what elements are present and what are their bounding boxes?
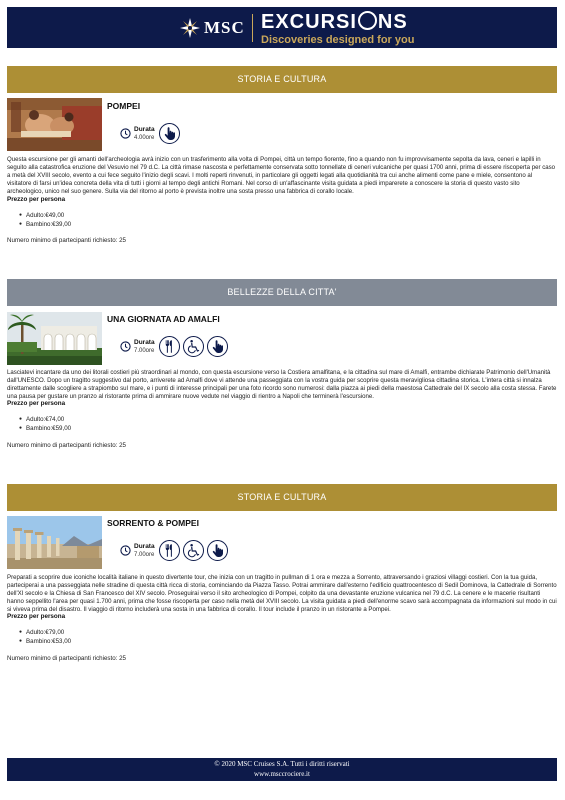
category-bar-storia: STORIA E CULTURA <box>7 484 557 511</box>
footer-copyright: © 2020 MSC Cruises S.A. Tutti i diritti riservati <box>214 760 350 768</box>
price-child: ● Bambino:€39,00 <box>19 221 71 230</box>
footer-website-link[interactable]: www.msccrociere.it <box>254 769 310 778</box>
clock-icon <box>120 341 131 352</box>
walking-hand-icon <box>207 336 228 357</box>
excursion-description: Questa escursione per gli amanti dell'archeologia avrà inizio con un trasferimento alla volta di Pompei, città un tempo fiorente, fino a quando non fu improvvisamente sepolta da lava, ceneri e lapilli in seguito alla catastrofica eruzione del Vesuvio nel 79 d.C. La città rimase nascosta e perfettamente conservata sotto tonnellate di ceneri vulcaniche per quasi 1700 anni, prima di essere riscoperta per caso a metà del XVIII secolo, evento a cui fece seguito l'inizio degli scavi. I molti reperti rinvenuti, in particolare gli oggetti legati alla quotidianità tra cui anche alimenti come pane e miele, consentono al visitatore di farsi un'idea concreta della vita di tutti i giorni al tempo degli antichi Romani. Nel corso di un'affascinante visita guidata a piedi imparerete a conoscere la storia di questo vasto sito archeologico, unico nel suo genere. Sulla via del ritorno al porto è prevista inoltre una sosta presso una fabbrica di corallo locale. <box>7 156 556 196</box>
price-label: Prezzo per persona <box>7 196 66 203</box>
excursion-info-icons <box>120 336 231 357</box>
price-list <box>19 416 71 433</box>
globe-icon <box>358 11 377 30</box>
min-participants: Numero minimo di partecipanti richiesto: 25 <box>7 237 126 244</box>
price-label: Prezzo per persona <box>7 400 66 407</box>
excursion-info-icons <box>120 540 231 561</box>
brand-text-start: EXCURSI <box>261 11 357 33</box>
excursion-info-icons <box>120 123 183 144</box>
price-child: ● Bambino:€53,00 <box>19 638 71 647</box>
walking-hand-icon <box>207 540 228 561</box>
meal-icon <box>159 540 180 561</box>
duration-value: 7.00ore <box>134 347 155 354</box>
wheelchair-icon <box>183 336 204 357</box>
header-banner <box>7 7 557 48</box>
category-bar-bellezze: BELLEZZE DELLA CITTA' <box>7 279 557 306</box>
header-divider <box>252 14 253 42</box>
duration <box>134 126 155 142</box>
excursion-title: SORRENTO & POMPEI <box>107 518 199 528</box>
excursion-description: Preparati a scoprire due iconiche località italiane in questo divertente tour, che inizia con un tragitto in pullman di 1 ora e mezza a Sorrento, attraversando i graziosi villaggi costieri. Con la tua guida, parteciperai a una passeggiata nelle stradine di questa città ricca di storia, cominciando da Piazza Tasso. Potrai ammirare dall'esterno l'edificio quattrocentesco di Sedil Dominova, la Cattedrale di Sorrento dell'XI secolo e la Chiesa di San Francesco del XIV secolo. Proseguirai verso il sito archeologico di Pompei, colpito da una devastante eruzione vulcanica nel 79 d.C. La cenere e le macerie risultanti hanno seppellito l'area per quasi 1.700 anni, prima che fosse riscoperta per caso nella metà del XVIII secolo. La visita guidata a piedi dell'enorme scavo sarà accompagnata da informazioni sul modo in cui si viveva prima del disastro. Il viaggio di ritorno includerà una sosta in una fabbrica di corallo. Il tour include il pranzo in un ristorante a Pompei. <box>7 574 557 614</box>
price-adult: ● Adulto:€79,00 <box>19 629 71 638</box>
excursion-title: POMPEI <box>107 101 141 111</box>
footer <box>7 758 557 781</box>
price-list <box>19 629 71 646</box>
min-participants: Numero minimo di partecipanti richiesto: 25 <box>7 442 126 449</box>
duration-label: Durata <box>134 125 155 133</box>
tagline: Discoveries designed for you <box>261 34 415 46</box>
excursion-image-pompei <box>7 98 102 151</box>
price-list <box>19 212 71 229</box>
duration-value: 4.00ore <box>134 134 155 141</box>
msc-compass-icon <box>179 17 201 39</box>
walking-hand-icon <box>159 123 180 144</box>
price-label: Prezzo per persona <box>7 613 66 620</box>
excursions-brand <box>261 11 408 33</box>
excursion-image-amalfi <box>7 312 102 365</box>
duration <box>134 543 155 559</box>
clock-icon <box>120 128 131 139</box>
msc-logo <box>179 17 245 39</box>
msc-logo-text: MSC <box>204 18 245 37</box>
price-adult: ● Adulto:€49,00 <box>19 212 71 221</box>
category-bar-storia: STORIA E CULTURA <box>7 66 557 93</box>
price-adult: ● Adulto:€74,00 <box>19 416 71 425</box>
duration-label: Durata <box>134 542 155 550</box>
excursion-title: UNA GIORNATA AD AMALFI <box>107 314 220 324</box>
brand-text-end: NS <box>377 11 408 33</box>
price-child: ● Bambino:€59,00 <box>19 425 71 434</box>
duration <box>134 339 155 355</box>
duration-label: Durata <box>134 338 155 346</box>
min-participants: Numero minimo di partecipanti richiesto: 25 <box>7 655 126 662</box>
excursion-image-sorrento-pompei <box>7 516 102 569</box>
clock-icon <box>120 545 131 556</box>
wheelchair-icon <box>183 540 204 561</box>
meal-icon <box>159 336 180 357</box>
excursion-description: Lasciatevi incantare da uno dei litorali costieri più straordinari al mondo, con questa escursione verso la Costiera amalfitana, e la cittadina sul mare di Amalfi, entrambe dichiarate Patrimonio dell'Umanità dall'UNESCO. Dopo un tragitto suggestivo dal porto, arriverete ad Amalfi dove vi attende una passeggiata con la vostra guida per scoprire questa meravigliosa cittadina storica. L'intera città si innalza direttamente dalle scogliere a strapiombo sul mare, e i punti di interesse principali per una foto ricordo sono numerosi: dalla piazza ai piedi della maestosa Cattedrale del IX secolo alla costa stessa. Farete una pausa per gustare un pranzo al ristorante prima di ammirare nuove vedute nel viaggio di rientro a Napoli che terminerà l'escursione. <box>7 369 557 401</box>
duration-value: 7.00ore <box>134 551 155 558</box>
